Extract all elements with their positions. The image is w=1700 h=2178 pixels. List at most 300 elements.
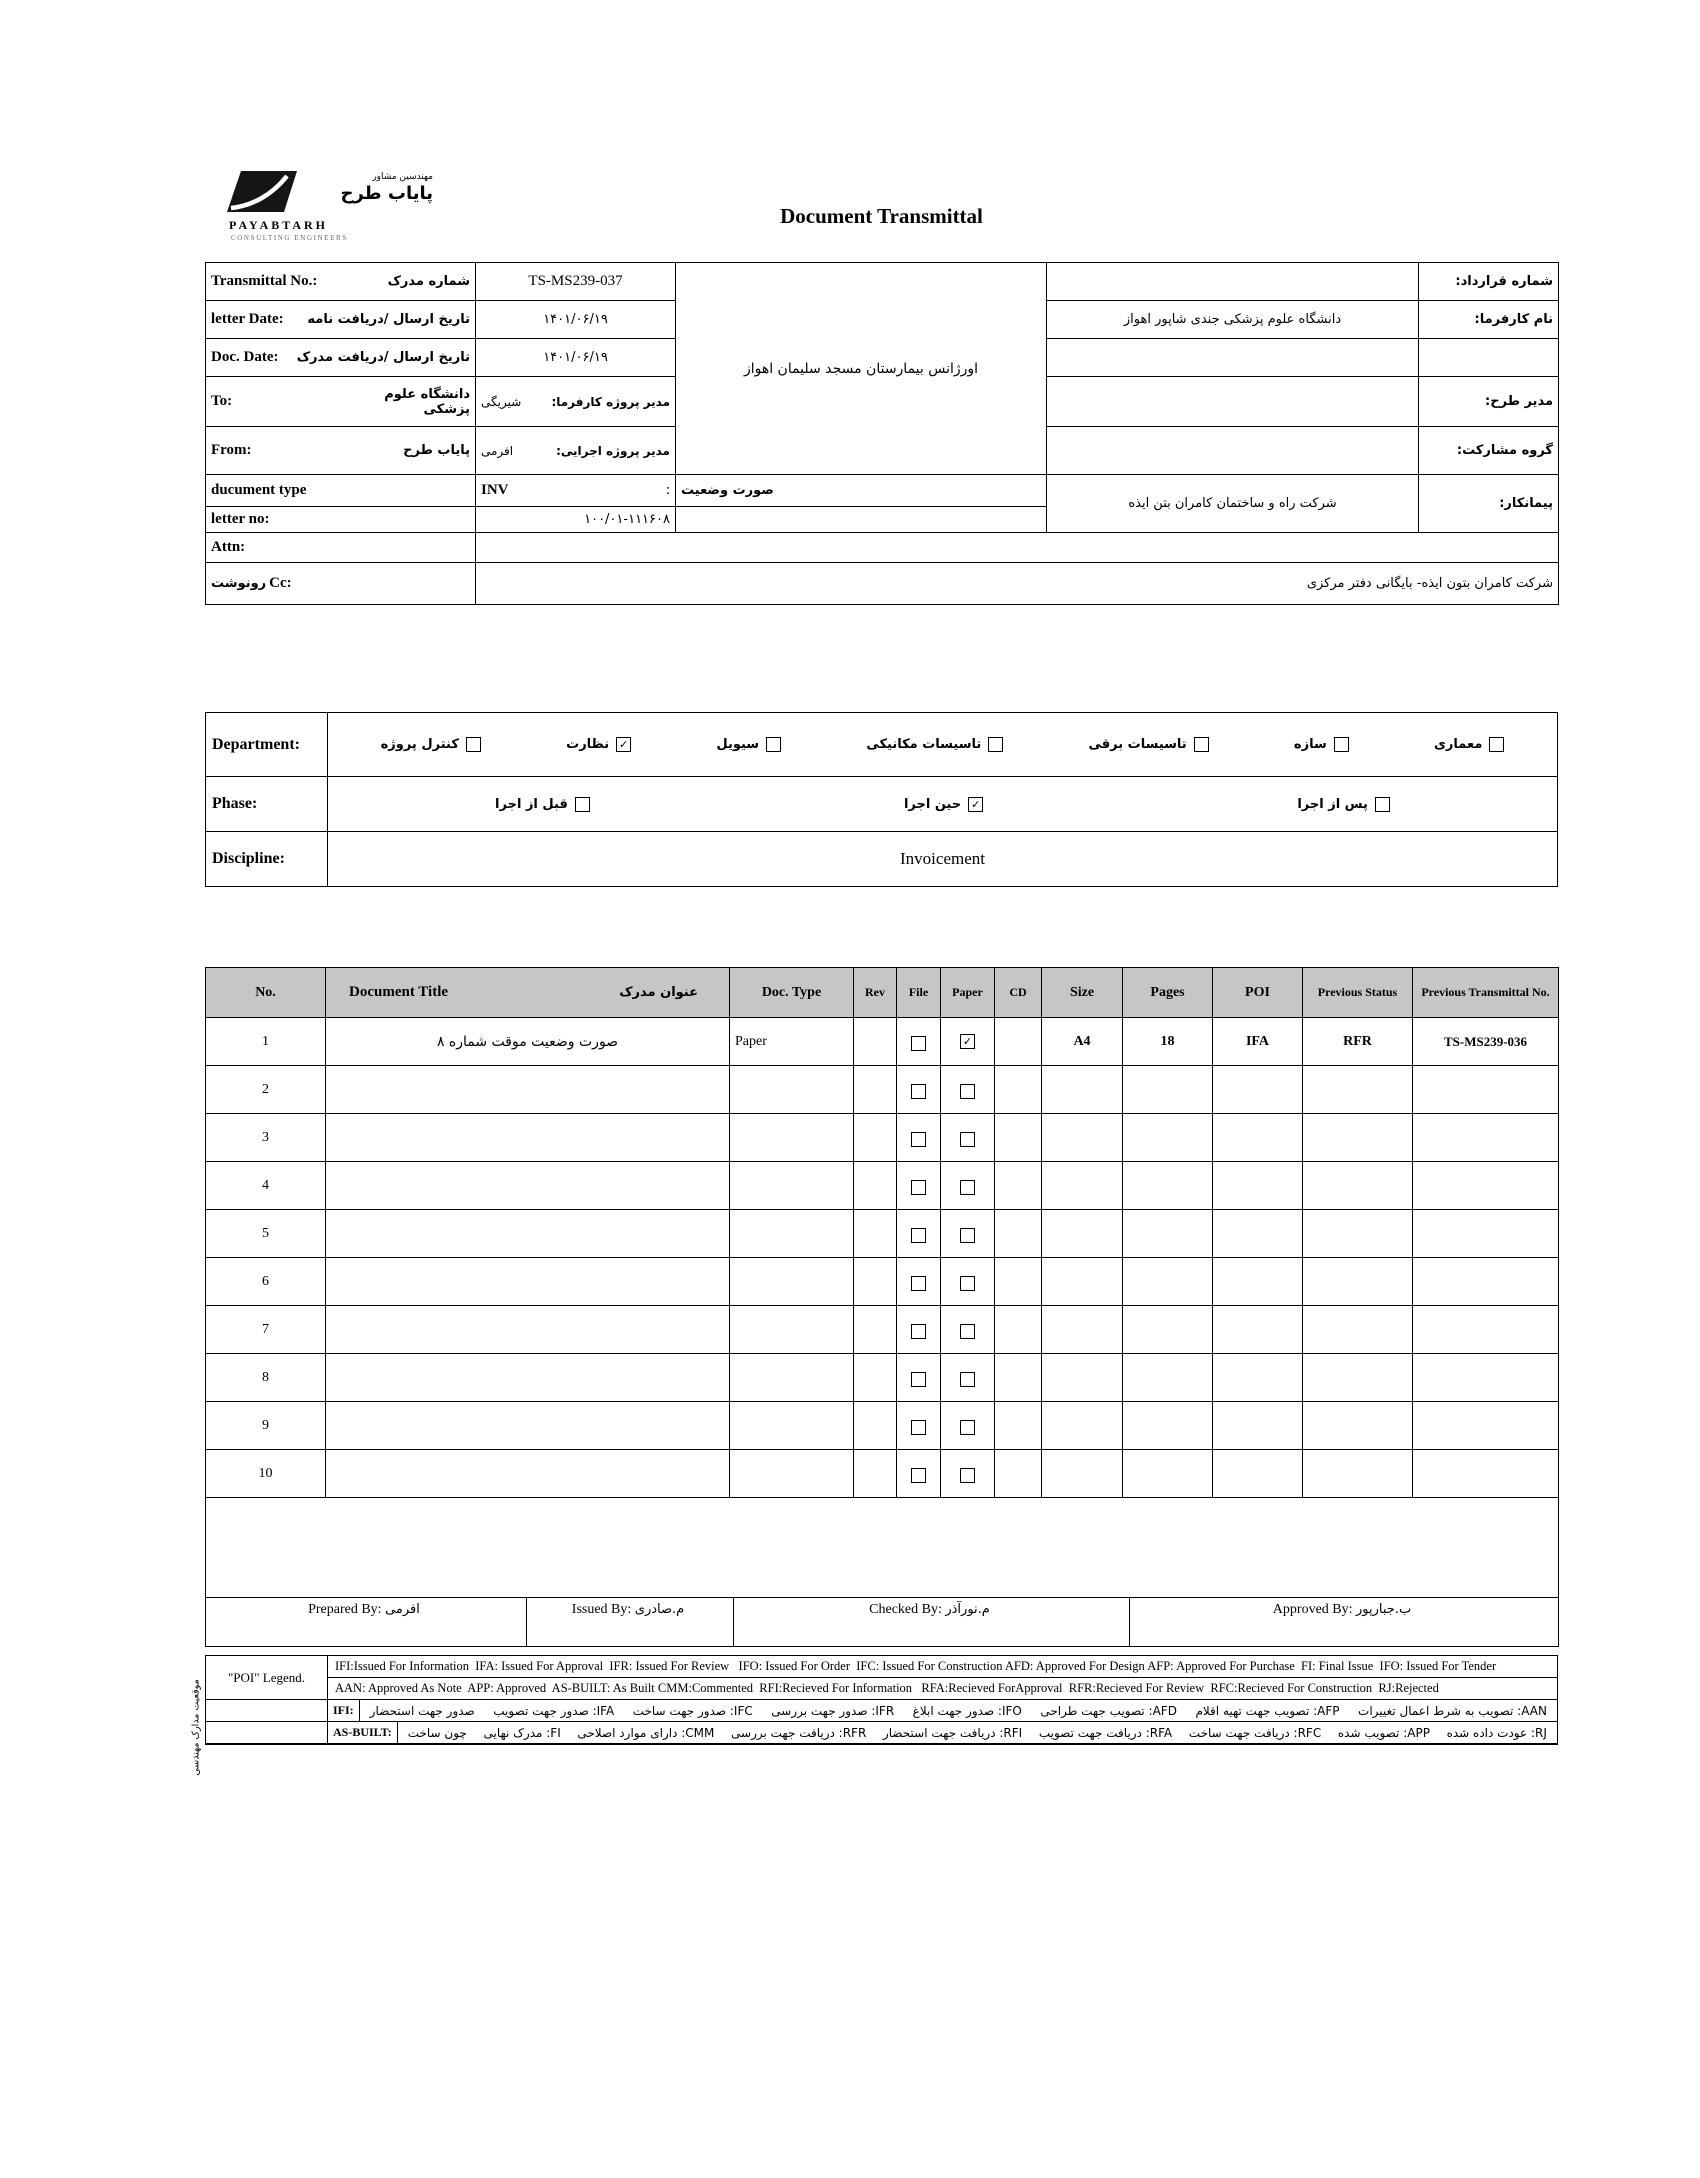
legend-item: مدرک نهایی :FI: [483, 1725, 561, 1740]
paper-checkbox: [960, 1180, 975, 1195]
logo-fa-tagline: مهندسین مشاور: [372, 172, 433, 182]
file-checkbox: [911, 1420, 926, 1435]
legend-code-asbuilt: AS-BUILT:: [328, 1722, 398, 1743]
legend-item: دریافت جهت تصویب :RFA: [1038, 1725, 1173, 1740]
cc-cell: [206, 563, 476, 605]
legend-item: صدور جهت ابلاغ :IFO: [912, 1703, 1022, 1718]
row-size: [1042, 1258, 1123, 1306]
project-name: اورژانس بیمارستان مسجد سلیمان اهواز: [676, 263, 1047, 475]
table-row: [206, 1018, 1559, 1066]
row-previous-transmittal: [1413, 1354, 1559, 1402]
transmittal-no-label: Transmittal No.:: [211, 273, 318, 289]
table-row: [206, 1402, 1559, 1450]
letter-date-label: letter Date:: [211, 311, 284, 327]
doc-date-label: Doc. Date:: [211, 349, 279, 365]
legend-item: تصویب به شرط اعمال تغییرات :AAN: [1358, 1703, 1547, 1718]
row-file: [897, 1402, 941, 1450]
exec-pm-label: مدیر پروژه اجرایی:: [556, 443, 670, 458]
client-name-value: دانشگاه علوم پزشکی جندی شاپور اهواز: [1047, 301, 1419, 339]
legend-code-ifi: IFI:: [328, 1700, 360, 1721]
header-rev: Rev: [854, 968, 897, 1018]
paper-checkbox: [960, 1132, 975, 1147]
row-size: [1042, 1066, 1123, 1114]
row-doc-type: [730, 1066, 854, 1114]
signature-cell: [206, 1598, 527, 1646]
legend-item: دریافت جهت استحضار :RFI: [882, 1725, 1023, 1740]
row-title: [326, 1066, 730, 1114]
file-checkbox: [911, 1228, 926, 1243]
row-paper: [941, 1114, 995, 1162]
legend-item: تصویب جهت تهیه اقلام :AFP: [1195, 1703, 1340, 1718]
row-poi: [1213, 1402, 1303, 1450]
cc-value: شرکت کامران بتون ایذه- بایگانی دفتر مرکزی: [476, 563, 1559, 605]
row-doc-type: Paper: [730, 1018, 854, 1066]
row-size: [1042, 1162, 1123, 1210]
paper-checkbox: [960, 1420, 975, 1435]
row-cd: [995, 1018, 1042, 1066]
header-cd: CD: [995, 968, 1042, 1018]
row-poi: [1213, 1450, 1303, 1498]
phase-option: [904, 797, 983, 812]
row-title: [326, 1354, 730, 1402]
row-size: [1042, 1450, 1123, 1498]
table-row: [206, 1210, 1559, 1258]
row-previous-status: [1303, 1210, 1413, 1258]
contractor-label: پیمانکار:: [1419, 475, 1559, 533]
row-rev: [854, 1162, 897, 1210]
header-pages: Pages: [1123, 968, 1213, 1018]
paper-checkbox: [960, 1468, 975, 1483]
doc-date-cell: [206, 339, 476, 377]
row-previous-status: [1303, 1114, 1413, 1162]
client-pm-value: شیریگی: [481, 394, 522, 409]
checkbox: [988, 737, 1003, 752]
table-row: [206, 1114, 1559, 1162]
table-row: [206, 1066, 1559, 1114]
file-checkbox: [911, 1468, 926, 1483]
row-file: [897, 1306, 941, 1354]
file-checkbox: [911, 1180, 926, 1195]
to-cell: [206, 377, 476, 427]
table-row: [206, 1354, 1559, 1402]
legend-item: دریافت جهت ساخت :RFC: [1188, 1725, 1322, 1740]
row-rev: [854, 1402, 897, 1450]
filler-row: [206, 1498, 1559, 1598]
row-size: [1042, 1114, 1123, 1162]
row-pages: [1123, 1210, 1213, 1258]
legend-item: صدور جهت استحضار: [369, 1703, 475, 1718]
doc-table-body: [206, 1018, 1559, 1498]
department-options: [328, 713, 1558, 777]
signature-label: Approved By:: [1272, 1602, 1353, 1617]
from-label: From:: [211, 442, 252, 458]
row-pages: [1123, 1114, 1213, 1162]
phase-options: [328, 777, 1558, 832]
row-title: [326, 1450, 730, 1498]
row-pages: [1123, 1162, 1213, 1210]
form-header: [205, 170, 1558, 250]
table-row: [206, 1306, 1559, 1354]
to-value: دانشگاه علوم پزشکی: [384, 386, 470, 417]
row-previous-transmittal: TS-MS239-036: [1413, 1018, 1559, 1066]
checkmark: ✓: [962, 1034, 973, 1048]
legend-item: چون ساخت: [407, 1725, 467, 1740]
row-pages: [1123, 1402, 1213, 1450]
row-cd: [995, 1354, 1042, 1402]
row-poi: [1213, 1306, 1303, 1354]
to-label: To:: [211, 393, 233, 409]
phase-option: [495, 797, 590, 812]
row-doc-type: [730, 1402, 854, 1450]
table-row: [206, 1450, 1559, 1498]
signature-row: [206, 1598, 1559, 1647]
file-checkbox: [911, 1276, 926, 1291]
letter-no-cell: [206, 507, 476, 533]
checkbox: [466, 737, 481, 752]
row-title: [326, 1402, 730, 1450]
doc-type-label: ducument type: [211, 482, 307, 498]
signature-cell: [527, 1598, 734, 1646]
row-size: [1042, 1210, 1123, 1258]
file-checkbox: [911, 1036, 926, 1051]
signature-name: م.صادری: [634, 1602, 685, 1617]
department-option: [381, 737, 481, 752]
department-option: [1434, 737, 1504, 752]
checkbox: [616, 737, 631, 752]
row-previous-status: [1303, 1354, 1413, 1402]
row-paper: [941, 1402, 995, 1450]
header-doc-type: Doc. Type: [730, 968, 854, 1018]
signature-name: افرمی: [385, 1602, 420, 1617]
transmittal-no-value: TS-MS239-037: [476, 263, 676, 301]
row-previous-transmittal: [1413, 1450, 1559, 1498]
transmittal-header-table: [205, 262, 1559, 605]
row-previous-transmittal: [1413, 1114, 1559, 1162]
checkmark: ✓: [619, 738, 629, 751]
row-pages: [1123, 1306, 1213, 1354]
exec-pm-cell: [476, 427, 676, 475]
checkbox: [1334, 737, 1349, 752]
paper-checkbox: [960, 1034, 975, 1049]
row-cd: [995, 1258, 1042, 1306]
row-previous-transmittal: [1413, 1162, 1559, 1210]
legend-title: "POI" Legend.: [206, 1656, 328, 1699]
row-paper: [941, 1066, 995, 1114]
attn-cell: [206, 533, 476, 563]
paper-checkbox: [960, 1372, 975, 1387]
legend-english-block: [206, 1656, 1557, 1700]
row-previous-status: [1303, 1402, 1413, 1450]
checkbox: [1194, 737, 1209, 752]
row-previous-status: [1303, 1162, 1413, 1210]
row-previous-transmittal: [1413, 1306, 1559, 1354]
phase-option-label: پس از اجرا: [1297, 796, 1368, 812]
row-poi: IFA: [1213, 1018, 1303, 1066]
legend-item: صدور جهت بررسی :IFR: [771, 1703, 895, 1718]
row-no: 1: [206, 1018, 326, 1066]
discipline-label: Discipline:: [206, 832, 328, 887]
signature-name: ب.جبارپور: [1356, 1602, 1412, 1617]
logo-en-name: PAYABTARH: [229, 218, 329, 232]
row-doc-type: [730, 1162, 854, 1210]
row-rev: [854, 1210, 897, 1258]
row-previous-status: RFR: [1303, 1018, 1413, 1066]
legend-item: دریافت جهت بررسی :RFR: [731, 1725, 867, 1740]
client-pm-label: مدیر پروژه کارفرما:: [551, 394, 670, 409]
side-label: موقعیت مدارک مهندسی: [190, 1679, 202, 1776]
row-title: [326, 1306, 730, 1354]
row-pages: [1123, 1258, 1213, 1306]
row-rev: [854, 1066, 897, 1114]
doc-type-value: INV: [481, 482, 509, 498]
checkbox: [575, 797, 590, 812]
row-doc-type: [730, 1450, 854, 1498]
row-doc-type: [730, 1258, 854, 1306]
header-previous-transmittal: Previous Transmittal No.: [1413, 968, 1559, 1018]
header-title-en: Document Title: [349, 984, 449, 1000]
row-title: [326, 1258, 730, 1306]
partnership-label: گروه مشارکت:: [1419, 427, 1559, 475]
row-paper: [941, 1210, 995, 1258]
row-doc-type: [730, 1210, 854, 1258]
header-no: No.: [206, 968, 326, 1018]
row-title: [326, 1114, 730, 1162]
paper-checkbox: [960, 1228, 975, 1243]
transmittal-no-label-fa: شماره مدرک: [387, 274, 470, 289]
signature-label: Issued By:: [571, 1602, 632, 1617]
row-size: A4: [1042, 1018, 1123, 1066]
checkbox: [766, 737, 781, 752]
row-file: [897, 1114, 941, 1162]
transmittal-no-cell: [206, 263, 476, 301]
letter-date-cell: [206, 301, 476, 339]
exec-pm-value: افرمی: [481, 443, 514, 458]
checkbox: [968, 797, 983, 812]
row-paper: [941, 1354, 995, 1402]
row-file: [897, 1018, 941, 1066]
legend-item: عودت داده شده :RJ: [1446, 1725, 1547, 1740]
row-previous-transmittal: [1413, 1258, 1559, 1306]
signature-cell: [734, 1598, 1130, 1646]
phase-label: Phase:: [206, 777, 328, 832]
paper-checkbox: [960, 1084, 975, 1099]
attn-label: Attn:: [211, 539, 246, 555]
department-option: [1089, 737, 1209, 752]
legend-english-line-2: AAN: Approved As Note APP: Approved AS-BUILT: As Built CMM:Commented RFI:Recieved For Information RFA:Recieved ForApproval RFR:Recieved For Review RFC:Recieved For Construction RJ:Rejected: [335, 1681, 1439, 1695]
phase-option-label: حین اجرا: [903, 796, 962, 812]
legend-item: صدور جهت تصویب :IFA: [493, 1703, 615, 1718]
row-poi: [1213, 1354, 1303, 1402]
signature-name: م.نورآذر: [945, 1602, 990, 1617]
row-doc-type: [730, 1354, 854, 1402]
letter-date-value: ۱۴۰۱/۰۶/۱۹: [476, 301, 676, 339]
paper-checkbox: [960, 1324, 975, 1339]
doc-type-separator: :: [665, 482, 670, 498]
row-rev: [854, 1114, 897, 1162]
row-previous-status: [1303, 1066, 1413, 1114]
department-option: [716, 737, 781, 752]
file-checkbox: [911, 1324, 926, 1339]
row-previous-status: [1303, 1306, 1413, 1354]
row-paper: [941, 1162, 995, 1210]
file-checkbox: [911, 1372, 926, 1387]
header-size: Size: [1042, 968, 1123, 1018]
department-option-label: تاسیسات مکانیکی: [866, 737, 982, 752]
row-file: [897, 1450, 941, 1498]
row-title: [326, 1162, 730, 1210]
document-list-table: [205, 967, 1559, 1647]
checkbox: [1489, 737, 1504, 752]
row-no: 5: [206, 1210, 326, 1258]
row-pages: [1123, 1066, 1213, 1114]
row-rev: [854, 1018, 897, 1066]
department-option-label: سیویل: [716, 737, 760, 752]
row-cd: [995, 1306, 1042, 1354]
transmittal-form: [190, 170, 1558, 1776]
row-previous-transmittal: [1413, 1402, 1559, 1450]
page-title: Document Transmittal: [780, 204, 983, 228]
row-paper: [941, 1450, 995, 1498]
doc-date-value: ۱۴۰۱/۰۶/۱۹: [476, 339, 676, 377]
header-file: File: [897, 968, 941, 1018]
row-cd: [995, 1210, 1042, 1258]
department-option-label: تاسیسات برقی: [1088, 737, 1187, 752]
from-cell: [206, 427, 476, 475]
department-option: [566, 737, 631, 752]
row-file: [897, 1210, 941, 1258]
row-previous-transmittal: [1413, 1066, 1559, 1114]
signature-label: Prepared By:: [308, 1602, 382, 1617]
row-no: 3: [206, 1114, 326, 1162]
row-no: 9: [206, 1402, 326, 1450]
logo-en-tagline: CONSULTING ENGINEERS: [231, 234, 348, 242]
row-file: [897, 1258, 941, 1306]
row-size: [1042, 1354, 1123, 1402]
header-title: [326, 968, 730, 1018]
doc-type-value-fa: صورت وضعیت: [676, 475, 1047, 507]
design-manager-label: مدیر طرح:: [1419, 377, 1559, 427]
client-name-label: نام کارفرما:: [1419, 301, 1559, 339]
row-previous-status: [1303, 1450, 1413, 1498]
row-paper: [941, 1258, 995, 1306]
row-no: 4: [206, 1162, 326, 1210]
legend-item: تصویب شده :APP: [1337, 1725, 1430, 1740]
row-poi: [1213, 1162, 1303, 1210]
checkmark: ✓: [971, 797, 981, 811]
contract-no-label: شماره قرارداد:: [1419, 263, 1559, 301]
row-doc-type: [730, 1306, 854, 1354]
row-cd: [995, 1162, 1042, 1210]
discipline-value: Invoicement: [328, 832, 1558, 887]
cc-label: Cc:: [269, 575, 292, 591]
signature-cell: [1130, 1598, 1558, 1646]
legend-item: دارای موارد اصلاحی :CMM: [577, 1725, 715, 1740]
row-cd: [995, 1114, 1042, 1162]
legend-persian-line-1: [206, 1700, 1557, 1722]
row-title: [326, 1210, 730, 1258]
row-size: [1042, 1402, 1123, 1450]
classification-table: [205, 712, 1558, 887]
paper-checkbox: [960, 1276, 975, 1291]
row-no: 10: [206, 1450, 326, 1498]
row-poi: [1213, 1210, 1303, 1258]
row-poi: [1213, 1258, 1303, 1306]
row-rev: [854, 1354, 897, 1402]
row-cd: [995, 1402, 1042, 1450]
row-file: [897, 1162, 941, 1210]
poi-legend: [190, 1655, 1558, 1776]
doc-type-cell: [206, 475, 476, 507]
row-no: 8: [206, 1354, 326, 1402]
row-poi: [1213, 1114, 1303, 1162]
signature-label: Checked By:: [869, 1602, 942, 1617]
file-checkbox: [911, 1084, 926, 1099]
from-value: پایاب طرح: [403, 443, 470, 458]
table-row: [206, 1258, 1559, 1306]
row-rev: [854, 1258, 897, 1306]
table-row: [206, 1162, 1559, 1210]
row-pages: 18: [1123, 1018, 1213, 1066]
header-title-fa: عنوان مدرک: [619, 985, 698, 1000]
department-option: [1294, 737, 1349, 752]
department-label: Department:: [206, 713, 328, 777]
row-no: 6: [206, 1258, 326, 1306]
row-poi: [1213, 1066, 1303, 1114]
row-previous-transmittal: [1413, 1210, 1559, 1258]
department-option-label: نظارت: [566, 737, 610, 752]
row-pages: [1123, 1450, 1213, 1498]
row-file: [897, 1354, 941, 1402]
department-option-label: سازه: [1293, 737, 1327, 752]
file-checkbox: [911, 1132, 926, 1147]
row-doc-type: [730, 1114, 854, 1162]
row-file: [897, 1066, 941, 1114]
header-poi: POI: [1213, 968, 1303, 1018]
phase-option-label: قبل از اجرا: [495, 796, 568, 812]
row-size: [1042, 1306, 1123, 1354]
legend-item: تصویب جهت طراحی :AFD: [1040, 1703, 1177, 1718]
row-title: صورت وضعیت موقت شماره ۸: [326, 1018, 730, 1066]
header-paper: Paper: [941, 968, 995, 1018]
row-rev: [854, 1306, 897, 1354]
department-option-label: معماری: [1433, 737, 1483, 752]
attn-value: [476, 533, 1559, 563]
cc-label-fa: رونوشت: [211, 576, 267, 591]
header-previous-status: Previous Status: [1303, 968, 1413, 1018]
checkbox: [1375, 797, 1390, 812]
letter-no-label: letter no:: [211, 511, 270, 527]
department-option-label: کنترل پروژه: [380, 737, 459, 752]
row-cd: [995, 1450, 1042, 1498]
department-option: [866, 737, 1003, 752]
row-rev: [854, 1450, 897, 1498]
letter-no-value: ۱۰۰/۰۱-۱۱۱۶۰۸: [476, 507, 676, 533]
legend-english-line-1: IFI:Issued For Information IFA: Issued For Approval IFR: Issued For Review IFO: Issued For Order IFC: Issued For Construction AFD: Approved For Design AFP: Approved For Purchase FI: Final Issue IFO: Issued For Tender: [328, 1656, 1557, 1678]
row-cd: [995, 1066, 1042, 1114]
row-previous-status: [1303, 1258, 1413, 1306]
row-paper: [941, 1018, 995, 1066]
row-paper: [941, 1306, 995, 1354]
legend-item: صدور جهت ساخت :IFC: [632, 1703, 753, 1718]
logo-fa-name: پایاب طرح: [340, 183, 433, 204]
contractor-value: شرکت راه و ساختمان کامران بتن ایذه: [1047, 475, 1419, 533]
row-no: 2: [206, 1066, 326, 1114]
row-no: 7: [206, 1306, 326, 1354]
doc-date-label-fa: تاریخ ارسال /دریافت مدرک: [296, 350, 470, 365]
client-pm-cell: [476, 377, 676, 427]
legend-persian-line-2: [206, 1722, 1557, 1744]
phase-option: [1297, 797, 1390, 812]
